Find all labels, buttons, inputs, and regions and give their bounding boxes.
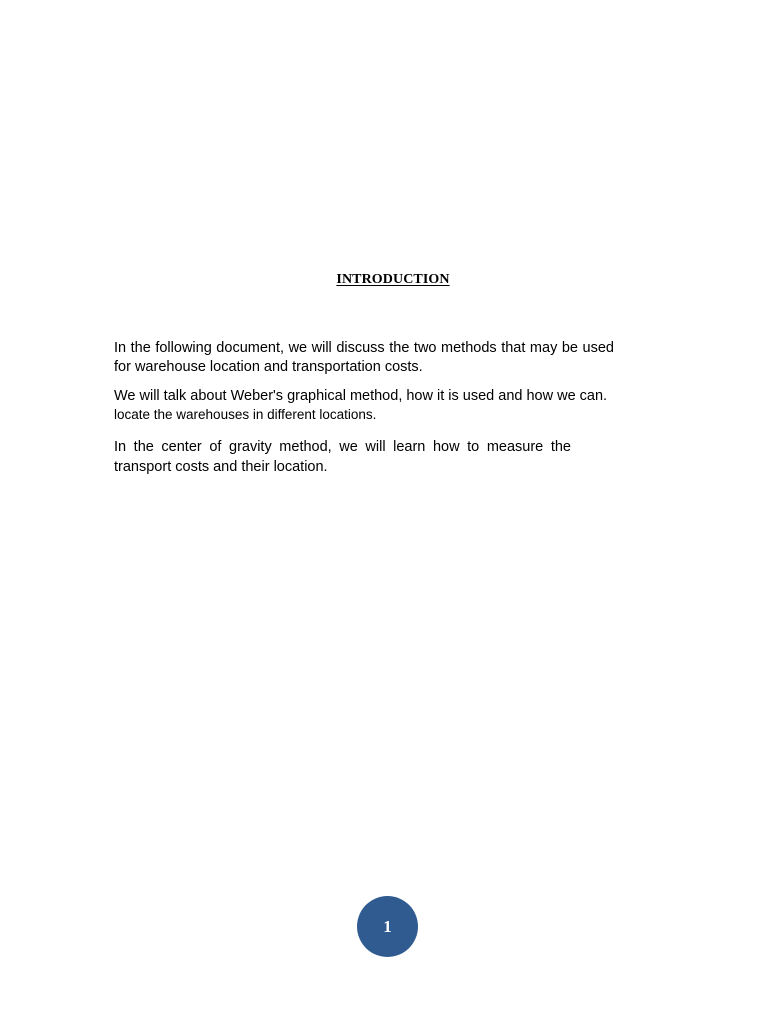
paragraph-weber-line2: locate the warehouses in different locations. [114, 406, 377, 422]
paragraph-weber [114, 387, 646, 424]
paragraph-intro: In the following document, we will discuss the two methods that may be used for warehouse location and transportation costs. [114, 340, 614, 375]
paragraph-gravity: In the center of gravity method, we will learn how to measure the transport costs and their location. [114, 439, 571, 475]
paragraph-weber-line1: We will talk about Weber's graphical method, how it is used and how we can. [114, 388, 608, 404]
section-title: INTRODUCTION [336, 272, 450, 287]
body-text [114, 339, 646, 477]
page-number: 1 [383, 916, 392, 936]
page-number-badge [357, 896, 418, 957]
